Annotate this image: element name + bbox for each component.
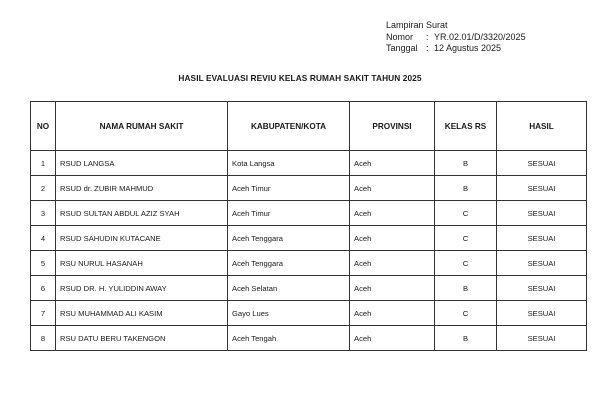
document-title: HASIL EVALUASI REVIU KELAS RUMAH SAKIT TAHUN 2025 [178,73,422,83]
header-province: PROVINSI [350,102,435,151]
cell-regency: Aceh Selatan [228,276,350,301]
cell-regency: Aceh Tenggara [228,226,350,251]
header-regency: KABUPATEN/KOTA [228,102,350,151]
cell-result: SESUAI [497,276,587,301]
cell-hospital-name: RSU NURUL HASANAH [56,251,228,276]
cell-hospital-class: B [435,276,497,301]
cell-province: Aceh [350,301,435,326]
cell-province: Aceh [350,251,435,276]
cell-no: 7 [31,301,56,326]
cell-province: Aceh [350,226,435,251]
cell-province: Aceh [350,276,435,301]
table-row [31,276,587,301]
cell-hospital-class: C [435,201,497,226]
cell-no: 8 [31,326,56,351]
attachment-number-label: Nomor [386,31,414,42]
cell-hospital-name: RSUD SULTAN ABDUL AZIZ SYAH [56,201,228,226]
cell-no: 5 [31,251,56,276]
cell-regency: Kota Langsa [228,151,350,176]
cell-hospital-class: C [435,226,497,251]
cell-no: 1 [31,151,56,176]
cell-regency: Aceh Timur [228,201,350,226]
cell-hospital-class: B [435,176,497,201]
attachment-date-separator: : [426,43,429,53]
cell-result: SESUAI [497,251,587,276]
attachment-date-label: Tanggal [386,43,418,53]
table-row [31,301,587,326]
cell-hospital-name: RSUD DR. H. YULIDDIN AWAY [56,276,228,301]
cell-hospital-name: RSUD dr. ZUBIR MAHMUD [56,176,228,201]
cell-result: SESUAI [497,226,587,251]
cell-hospital-name: RSUD SAHUDIN KUTACANE [56,226,228,251]
cell-hospital-name: RSU DATU BERU TAKENGON [56,326,228,351]
evaluation-table [30,101,587,351]
cell-hospital-name: RSUD LANGSA [56,151,228,176]
cell-province: Aceh [350,176,435,201]
table-row [31,151,587,176]
attachment-title-row [386,20,526,32]
cell-hospital-class: B [435,326,497,351]
attachment-number-value: YR.02.01/D/3320/2025 [434,31,526,42]
attachment-title: Lampiran Surat [386,20,448,30]
table-row [31,176,587,201]
cell-no: 3 [31,201,56,226]
header-no: NO [31,102,56,151]
cell-hospital-name: RSU MUHAMMAD ALI KASIM [56,301,228,326]
cell-result: SESUAI [497,326,587,351]
cell-province: Aceh [350,151,435,176]
cell-no: 6 [31,276,56,301]
table-row [31,326,587,351]
cell-regency: Aceh Tengah [228,326,350,351]
cell-hospital-class: B [435,151,497,176]
cell-province: Aceh [350,201,435,226]
attachment-date-row [386,43,526,55]
cell-hospital-class: C [435,251,497,276]
cell-no: 4 [31,226,56,251]
table-row [31,251,587,276]
cell-result: SESUAI [497,201,587,226]
attachment-number-row [386,32,526,44]
cell-regency: Gayo Lues [228,301,350,326]
header-result: HASIL [497,102,587,151]
cell-result: SESUAI [497,176,587,201]
cell-province: Aceh [350,326,435,351]
cell-result: SESUAI [497,301,587,326]
table-row [31,226,587,251]
header-hospital-name: NAMA RUMAH SAKIT [56,102,228,151]
attachment-header [386,20,526,55]
cell-hospital-class: C [435,301,497,326]
header-hospital-class: KELAS RS [435,102,497,151]
cell-regency: Aceh Tenggara [228,251,350,276]
attachment-date-value: 12 Agustus 2025 [434,43,502,53]
table-row [31,201,587,226]
cell-regency: Aceh Timur [228,176,350,201]
table-header-row [31,102,587,151]
attachment-number-separator: : [426,31,429,42]
cell-no: 2 [31,176,56,201]
cell-result: SESUAI [497,151,587,176]
